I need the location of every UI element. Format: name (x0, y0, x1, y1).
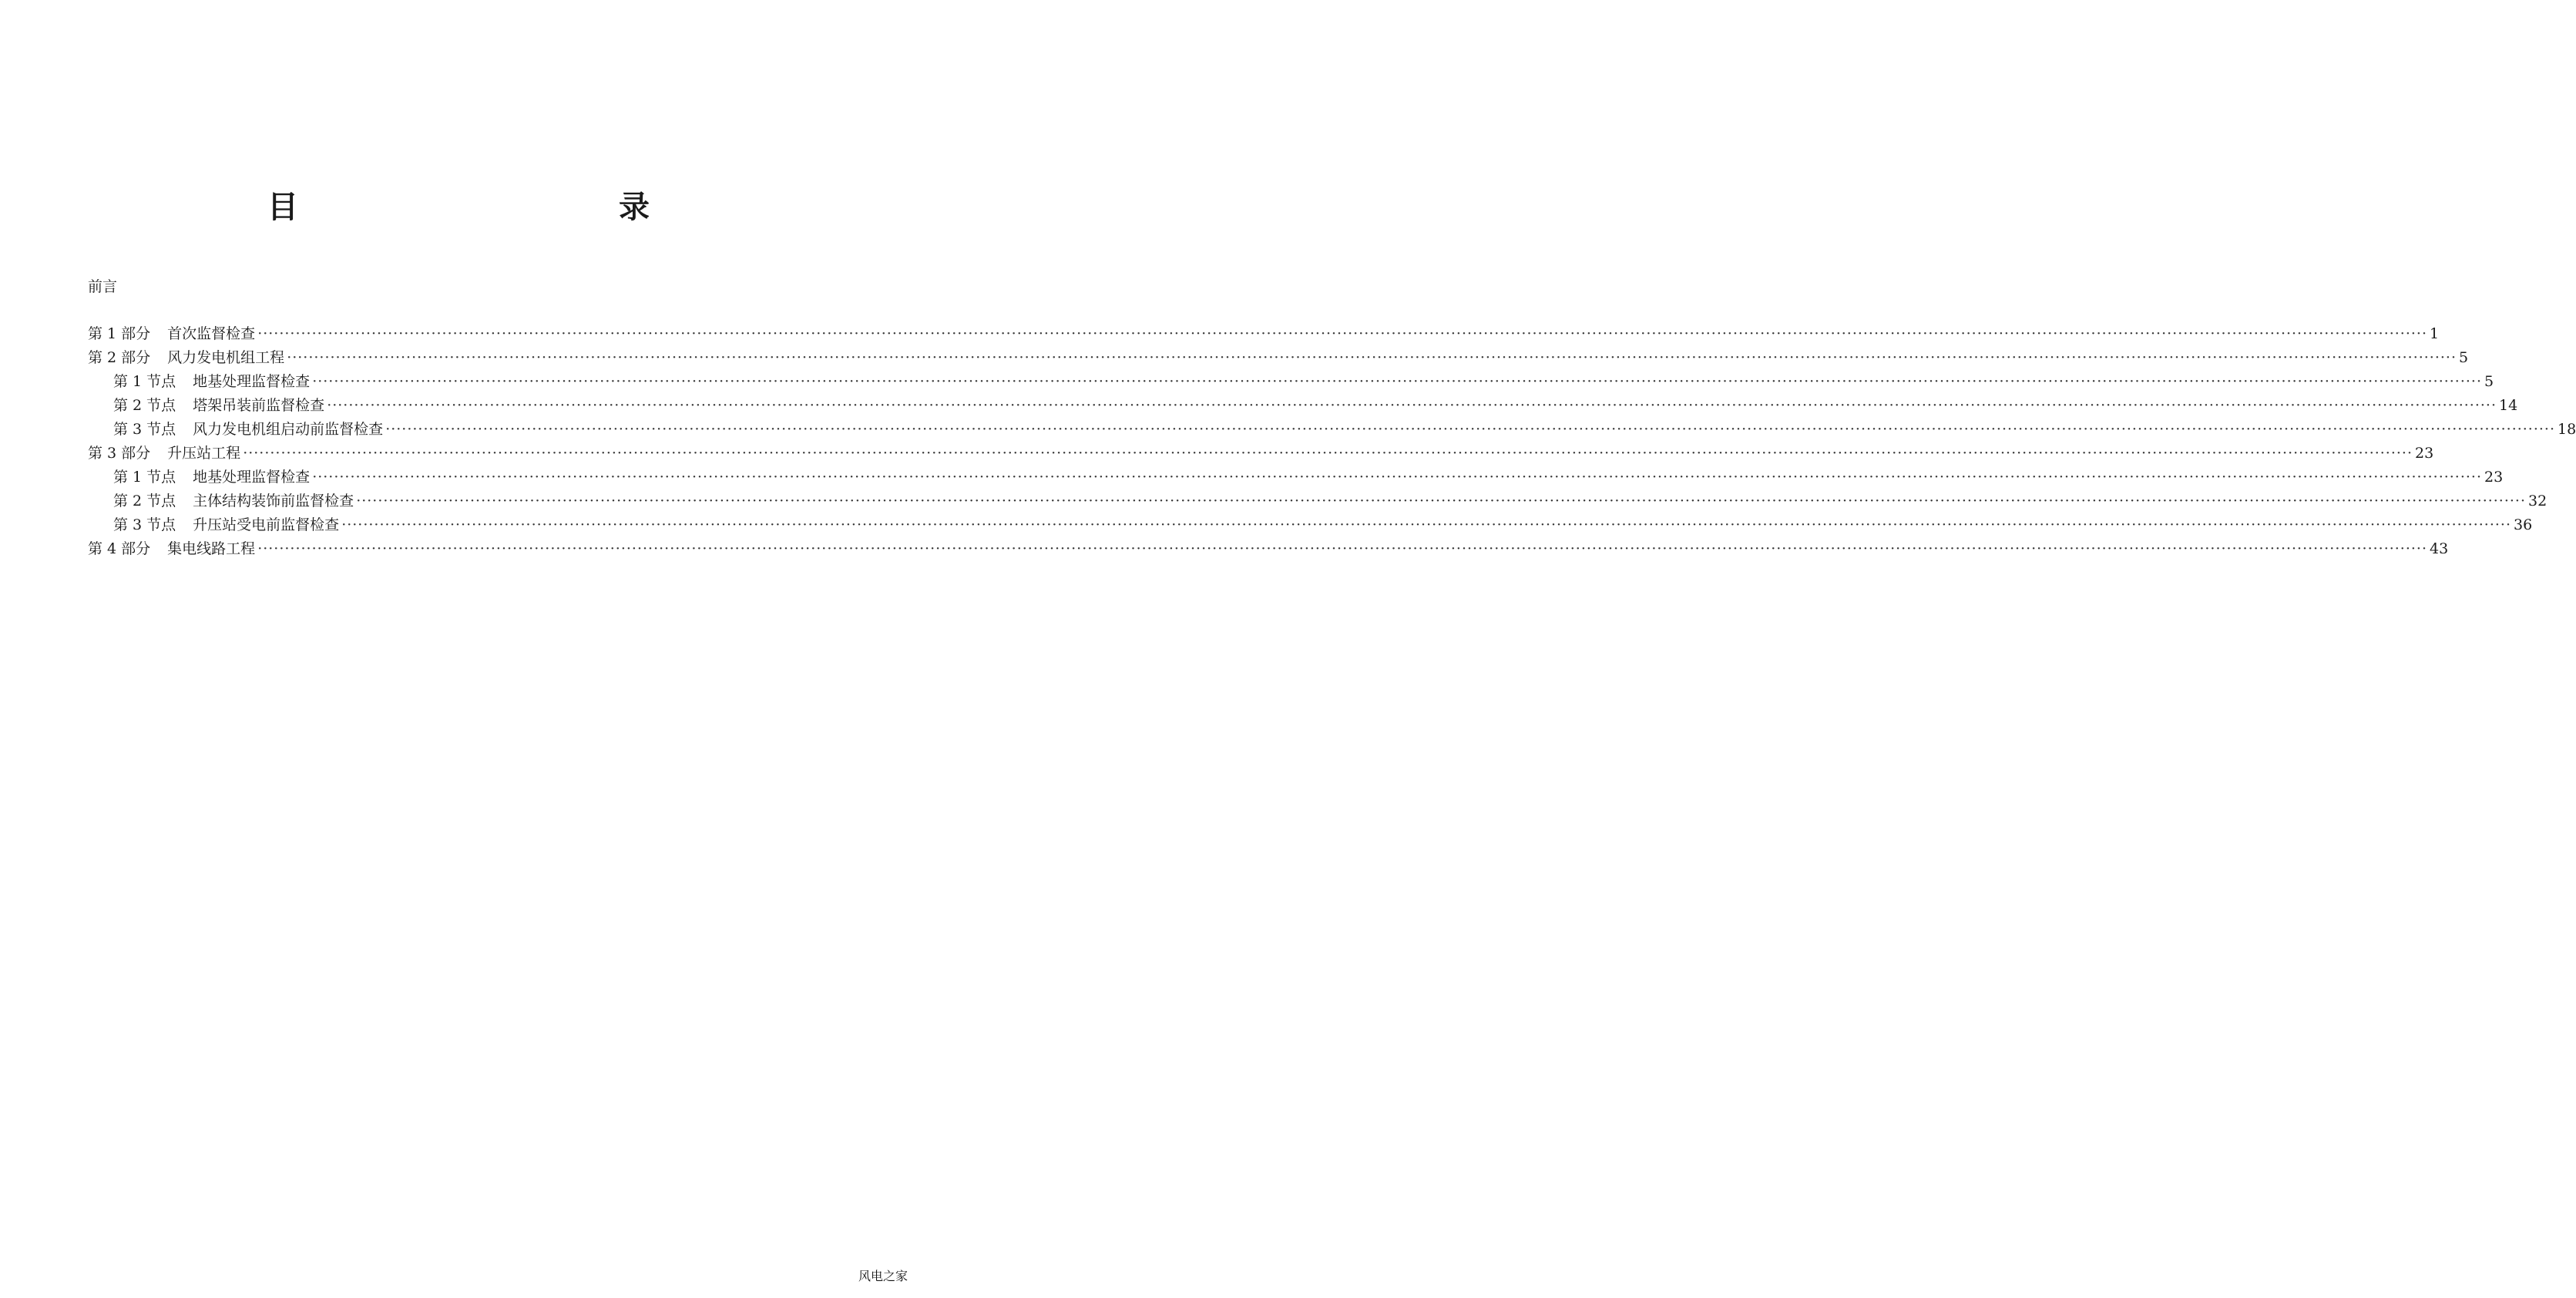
toc-part-entry[interactable] (88, 346, 2469, 370)
toc-entry-title: 首次监督检查 (167, 325, 256, 342)
toc-entry-title: 风力发电机组工程 (167, 349, 285, 366)
toc-entry-number: 第 1 节点 (113, 373, 176, 390)
toc-dot-leader: ················································································································································································································································································································································································································ (287, 349, 2457, 366)
toc-page-number: 36 (2514, 516, 2533, 533)
toc-entry-number: 第 2 节点 (113, 493, 176, 509)
toc-dot-leader: ················································································································································································································································································································································································································ (327, 397, 2497, 414)
toc-section-entry[interactable] (88, 418, 2576, 442)
toc-page-number: 1 (2430, 325, 2440, 342)
preface-link[interactable]: 前言 (88, 278, 118, 295)
toc-entry-label (113, 394, 324, 418)
toc-entry-label (113, 489, 354, 513)
toc-dot-leader: ················································································································································································································································································································································································································ (257, 325, 2428, 342)
toc-entry-title: 风力发电机组启动前监督检查 (193, 421, 384, 438)
toc-entry-number: 第 2 部分 (88, 349, 151, 366)
watermark-text: 风电之家 (858, 1269, 908, 1283)
toc-entry-number: 第 1 节点 (113, 469, 176, 486)
toc-entry-label (113, 418, 383, 442)
toc-entry-label (113, 370, 310, 394)
toc-entry-number: 第 3 部分 (88, 445, 151, 462)
toc-entry-number: 第 1 部分 (88, 325, 151, 342)
toc-entry-number: 第 4 部分 (88, 540, 151, 557)
toc-page-number: 5 (2459, 349, 2469, 366)
toc-entry-label (113, 513, 339, 537)
toc-entry-title: 主体结构装饰前监督检查 (193, 493, 354, 509)
toc-entry-label (113, 466, 310, 489)
toc-part-entry[interactable] (88, 537, 2449, 561)
toc-entry-number: 第 2 节点 (113, 397, 176, 414)
toc-section-entry[interactable] (88, 370, 2494, 394)
toc-entry-label (88, 346, 284, 370)
toc-page-number: 14 (2499, 397, 2518, 414)
toc-dot-leader: ················································································································································································································································································································································································································ (356, 493, 2527, 509)
toc-entry-title: 升压站受电前监督检查 (193, 516, 340, 533)
toc-entry-label (88, 537, 255, 561)
toc-part-entry[interactable] (88, 442, 2434, 466)
toc-page-number: 23 (2484, 469, 2504, 486)
page-title: 目 录 (267, 190, 736, 225)
toc-page-number: 5 (2484, 373, 2494, 390)
table-of-contents (88, 322, 2576, 561)
toc-dot-leader: ················································································································································································································································································································································································································ (312, 373, 2483, 390)
toc-entry-title: 地基处理监督检查 (193, 469, 311, 486)
toc-entry-title: 升压站工程 (167, 445, 241, 462)
toc-page-number: 32 (2528, 493, 2547, 509)
toc-dot-leader: ················································································································································································································································································································································································································ (341, 516, 2512, 533)
toc-part-entry[interactable] (88, 322, 2440, 346)
toc-entry-title: 地基处理监督检查 (193, 373, 311, 390)
toc-dot-leader: ················································································································································································································································································································································································································ (312, 469, 2483, 486)
toc-page-number: 18 (2558, 421, 2576, 438)
toc-entry-title: 塔架吊装前监督检查 (193, 397, 325, 414)
toc-dot-leader: ················································································································································································································································································································································································································ (243, 445, 2413, 462)
toc-entry-number: 第 3 节点 (113, 421, 176, 438)
toc-page-number: 23 (2415, 445, 2434, 462)
toc-section-entry[interactable] (88, 394, 2518, 418)
toc-entry-title: 集电线路工程 (167, 540, 256, 557)
toc-section-entry[interactable] (88, 466, 2504, 489)
toc-entry-label (88, 322, 255, 346)
toc-section-entry[interactable] (88, 513, 2533, 537)
toc-section-entry[interactable] (88, 489, 2547, 513)
toc-entry-number: 第 3 节点 (113, 516, 176, 533)
toc-dot-leader: ················································································································································································································································································································································································································ (257, 540, 2428, 557)
toc-dot-leader: ················································································································································································································································································································································································································ (385, 421, 2556, 438)
toc-page-number: 43 (2430, 540, 2449, 557)
toc-entry-label (88, 442, 240, 466)
